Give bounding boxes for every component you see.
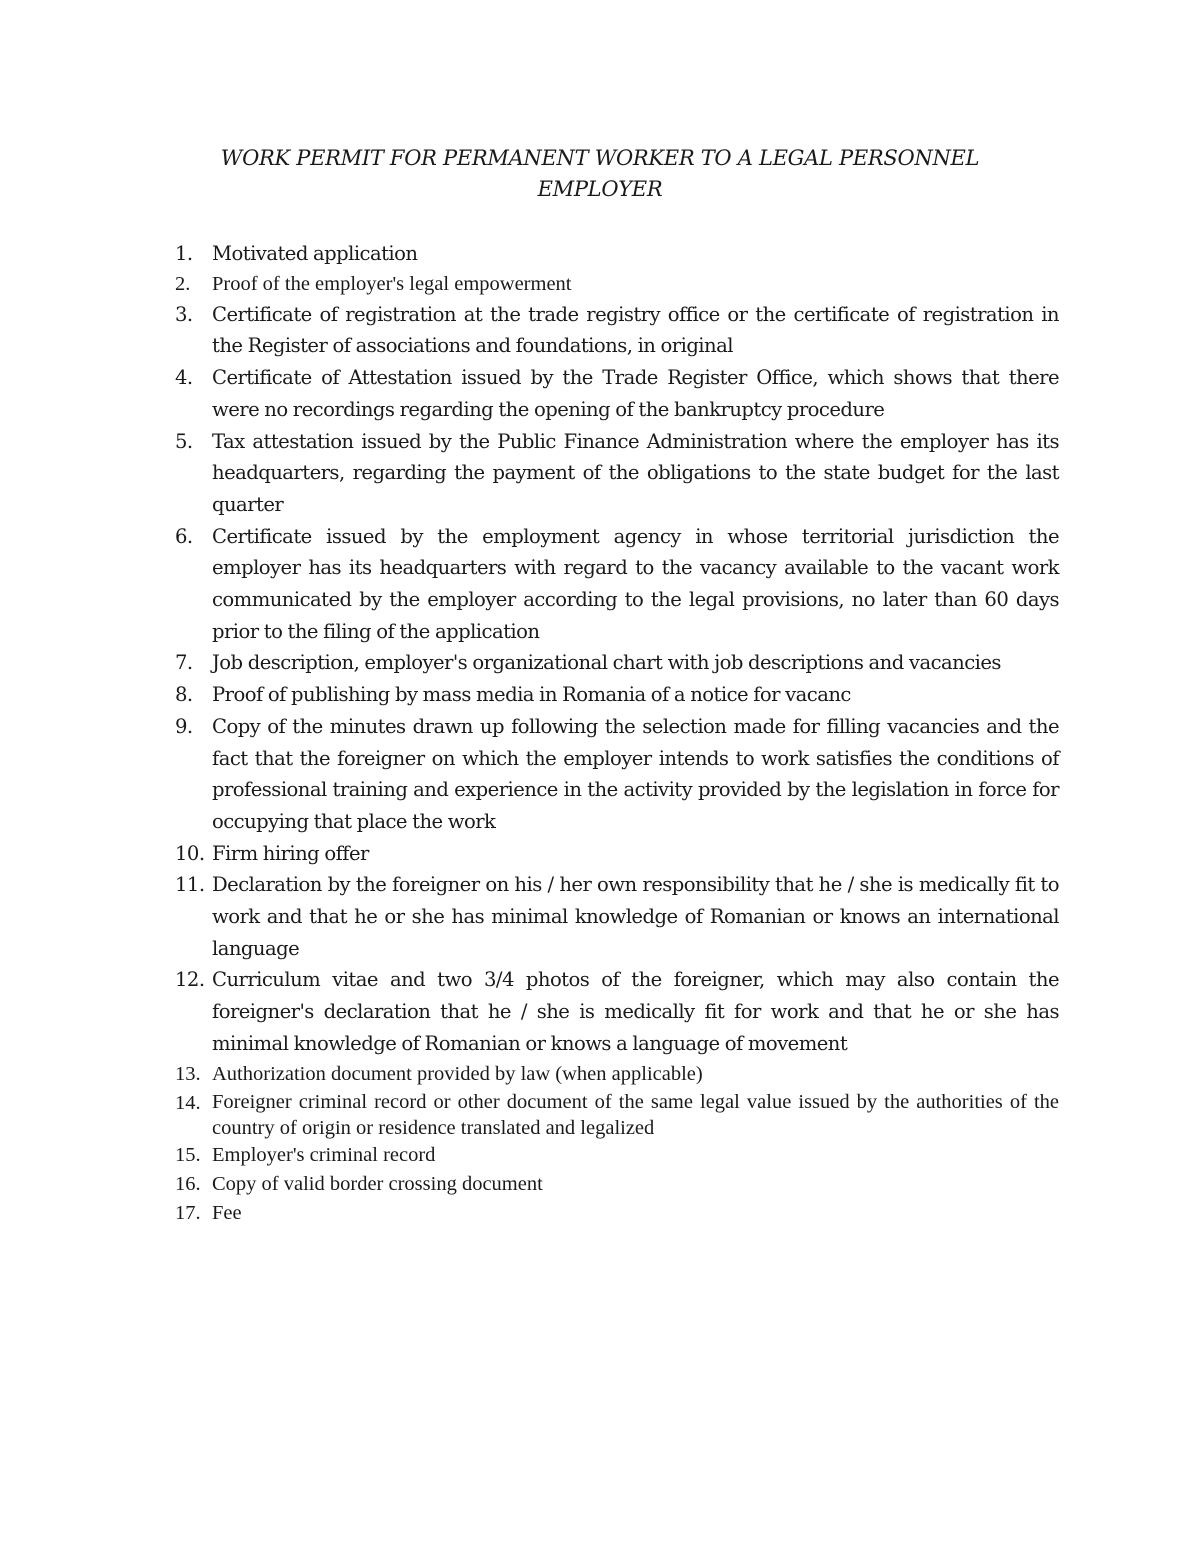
item-text: Curriculum vitae and two 3/4 photos of the foreigner, which may also contain the foreigner's declaration that he / she is medically fit for work and that he or she has minimal knowledge of Romanian or knows a language of movement	[212, 968, 1059, 1055]
list-item	[175, 1060, 1059, 1089]
list-item	[175, 362, 1059, 425]
list-item	[175, 838, 1059, 870]
item-number: 13.	[175, 1062, 201, 1085]
item-number: 7.	[175, 651, 193, 675]
item-number: 5.	[175, 429, 193, 453]
item-text: Firm hiring offer	[212, 841, 369, 865]
item-text: Employer's criminal record	[212, 1143, 436, 1166]
item-number: 11.	[175, 873, 205, 897]
item-number: 3.	[175, 302, 193, 326]
item-text: Authorization document provided by law (when applicable)	[212, 1062, 703, 1085]
item-text: Job description, employer's organizational chart with job descriptions and vacancies	[212, 651, 1001, 675]
requirements-list	[175, 238, 1059, 1228]
list-item	[175, 1141, 1059, 1170]
item-number: 1.	[175, 242, 193, 265]
item-number: 14.	[175, 1091, 201, 1114]
list-item	[175, 1170, 1059, 1199]
item-text: Certificate issued by the employment agency in whose territorial jurisdiction the employer has its headquarters with regard to the vacancy available to the vacant work communicated by the employer according to the legal provisions, no later than 60 days prior to the filing of the application	[212, 524, 1059, 643]
item-number: 9.	[175, 714, 193, 738]
list-item	[175, 238, 1059, 270]
list-item	[175, 299, 1059, 362]
list-item	[175, 1199, 1059, 1228]
list-item	[175, 964, 1059, 1059]
item-text: Copy of the minutes drawn up following the selection made for filling vacancies and the fact that the foreigner on which the employer intends to work satisfies the conditions of professional training and experience in the activity provided by the legislation in force for occupying that place the work	[212, 714, 1059, 833]
item-text: Certificate of Attestation issued by the Trade Register Office, which shows that there were no recordings regarding the opening of the bankruptcy procedure	[212, 366, 1059, 421]
list-item	[175, 270, 1059, 299]
item-text: Foreigner criminal record or other document of the same legal value issued by the authorities of the country of origin or residence translated and legalized	[212, 1090, 1059, 1139]
title-line-2: EMPLOYER	[537, 177, 663, 201]
item-text: Proof of the employer's legal empowerment	[212, 272, 572, 295]
item-number: 16.	[175, 1172, 201, 1195]
item-text: Declaration by the foreigner on his / her own responsibility that he / she is medically fit to work and that he or she has minimal knowledge of Romanian or knows an international language	[212, 873, 1059, 960]
list-item	[175, 521, 1059, 648]
item-text: Tax attestation issued by the Public Finance Administration where the employer has its headquarters, regarding the payment of the obligations to the state budget for the last quarter	[212, 429, 1059, 516]
item-text: Certificate of registration at the trade registry office or the certificate of registration in the Register of associations and foundations, in original	[212, 302, 1059, 358]
item-text: Copy of valid border crossing document	[212, 1172, 543, 1195]
item-number: 8.	[175, 683, 193, 707]
item-number: 12.	[175, 968, 205, 992]
item-text: Proof of publishing by mass media in Romania of a notice for vacanc	[212, 683, 851, 707]
list-item	[175, 426, 1059, 521]
item-number: 6.	[175, 524, 193, 548]
item-number: 10.	[175, 841, 205, 865]
list-item	[175, 647, 1059, 679]
item-number: 4.	[175, 366, 193, 390]
item-number: 17.	[175, 1201, 201, 1224]
item-number: 2.	[175, 272, 191, 295]
list-item	[175, 679, 1059, 711]
list-item	[175, 869, 1059, 964]
item-number: 15.	[175, 1143, 201, 1166]
document-title	[150, 143, 1050, 205]
list-item	[175, 1089, 1059, 1141]
list-item	[175, 711, 1059, 838]
title-line-1: WORK PERMIT FOR PERMANENT WORKER TO A LEGAL PERSONNEL	[220, 146, 980, 170]
item-text: Fee	[212, 1201, 242, 1224]
item-text: Motivated application	[212, 242, 418, 265]
